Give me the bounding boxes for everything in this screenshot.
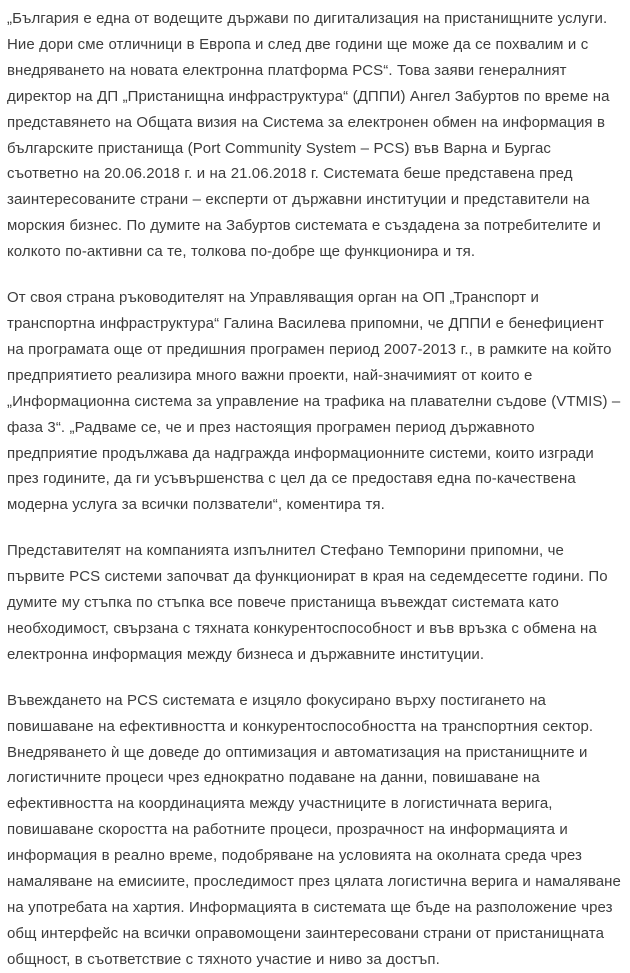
article-paragraph-1: „България е една от водещите държави по дигитализация на пристанищните услуги. Ние дори сме отличници в Европа и след две години ще може да се похвалим и с внедряването на новата електронна платформа PCS“. Това заяви генералният директор на ДП „Пристанищна инфраструктура“ (ДППИ) Ангел Забуртов по време на представянето на Общата визия на Система за електронен обмен на информация в българските пристанища (Port Community System – PCS) във Варна и Бургас съответно на 20.06.2018 г. и на 21.06.2018 г. Системата беше представена пред заинтересованите страни – експерти от държавни институции и представители на морския бизнес. По думите на Забуртов системата е създадена за потребителите и колкото по-активни са те, толкова по-добре ще функционира и тя. — [7, 10, 610, 261]
article-paragraph-4: Въвеждането на PCS системата е изцяло фокусирано върху постигането на повишаване на ефективността и конкурентоспособността на транспортния сектор. Внедряването ѝ ще доведе до оптимизация и автоматизация на пристанищните и логистичните процеси чрез еднократно подаване на данни, повишаване на ефективността на координацията между участниците в логистичната верига, повишаване скоростта на работните процеси, прозрачност на информацията и информация в реално време, подобряване на условията на околната среда чрез намаляване на емисиите, проследимост през цялата логистична верига и намаляване на употребата на хартия. Информацията в системата ще бъде на разположение чрез общ интерфейс на всички оправомощени заинтересовани страни от пристанищната общност, в съответствие с тяхното участие и ниво за достъп. — [7, 691, 621, 968]
article-paragraph-3: Представителят на компанията изпълнител Стефано Темпорини припомни, че първите PCS системи започват да функционират в края на седемдесетте години. По думите му стъпка по стъпка все повече пристанища въвеждат системата като необходимост, свързана с тяхната конкурентоспособност и във връзка с обмена на електронна информация между бизнеса и държавните институции. — [7, 542, 608, 663]
article-paragraph-2: От своя страна ръководителят на Управляващия орган на ОП „Транспорт и транспортна инфраструктура“ Галина Василева припомни, че ДППИ е бенефициент на програмата още от предишния програмен период 2007-2013 г., в рамките на който предприятието реализира много важни проекти, най-значимият от които е „Информационна система за управление на трафика на плавателни съдове (VTMIS) – фаза 3“. „Радваме се, че и през настоящия програмен период държавното предприятие продължава да надгражда информационните системи, които изгради през годините, да ги усъвършенства с цел да се предоставя една по-качествена модерна услуга за всички ползватели“, коментира тя. — [7, 289, 621, 514]
